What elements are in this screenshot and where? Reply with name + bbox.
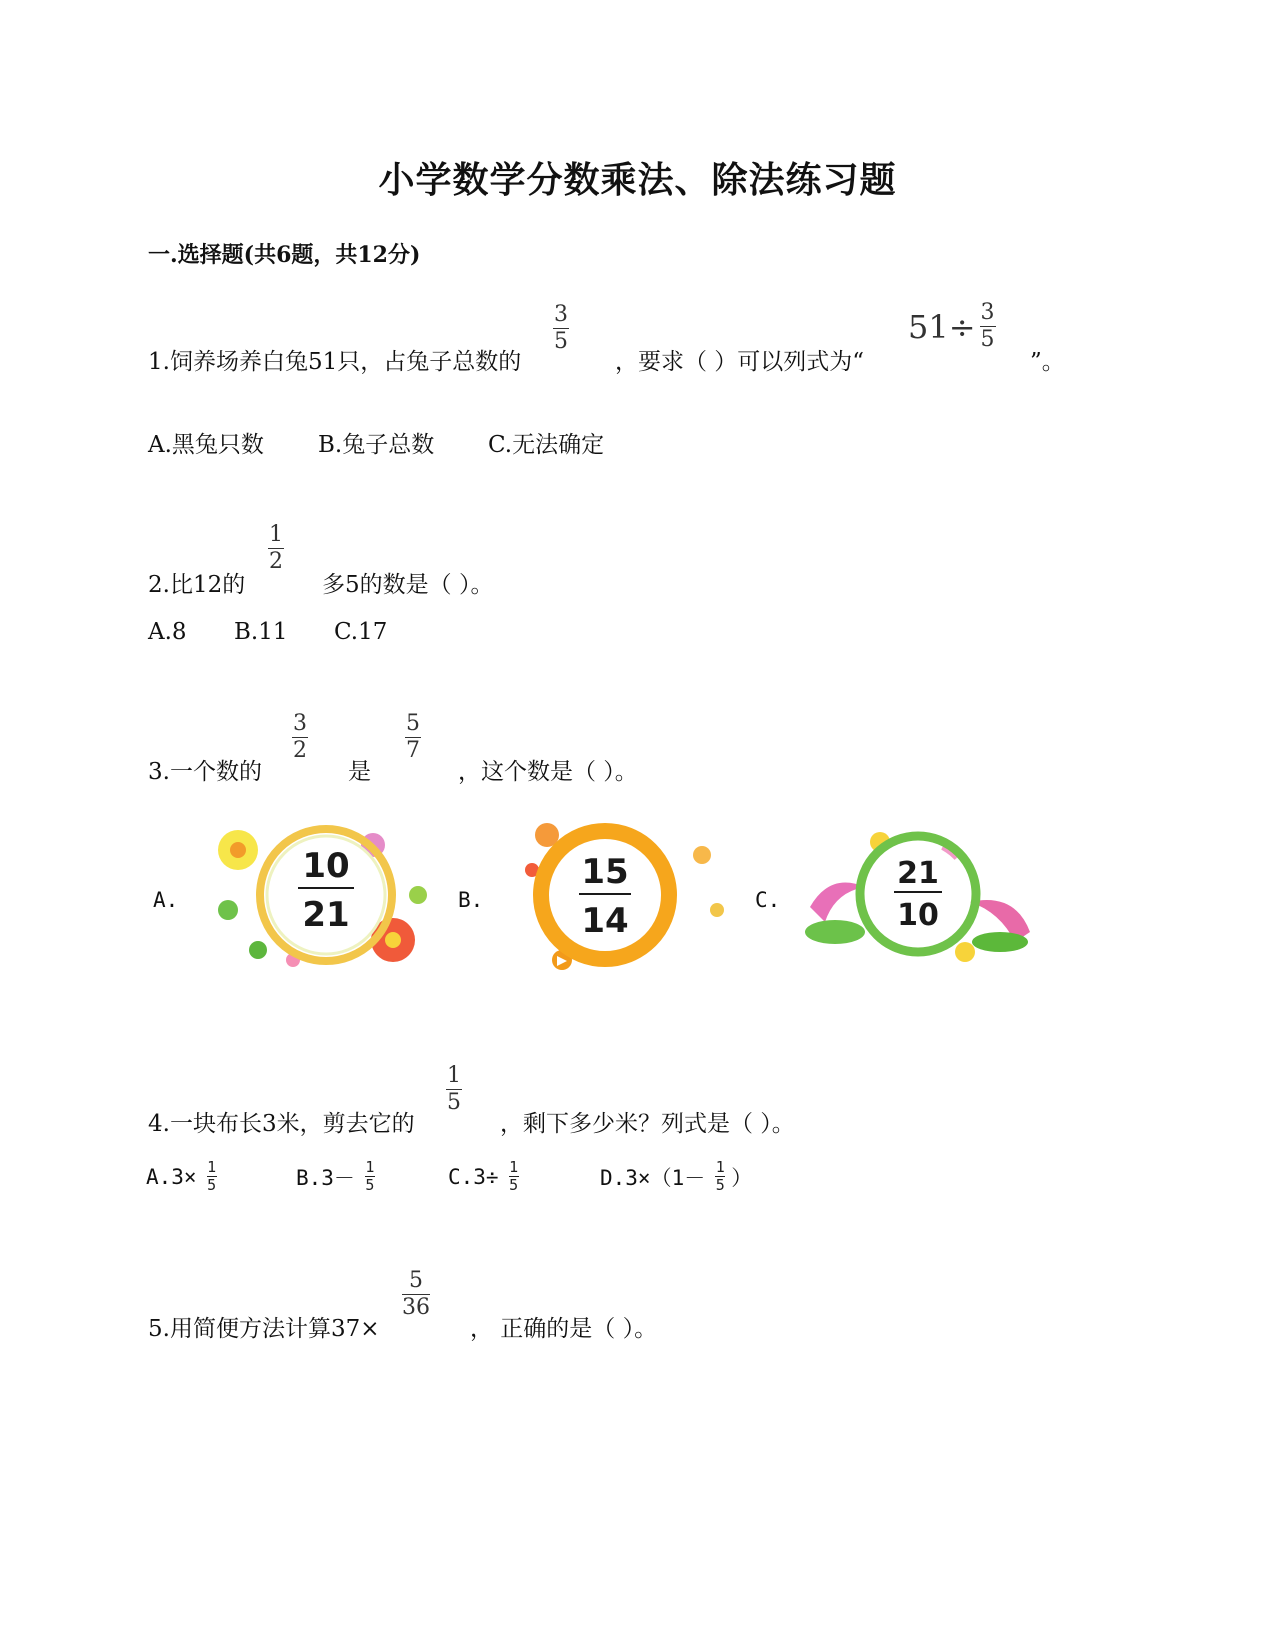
q3-middle: 是 [348,759,371,785]
q1-expr-fraction [980,302,996,351]
q3-frac2-num: 5 [406,711,420,736]
q1-prefix: 1.饲养场养白兔51只，占兔子总数的 [148,349,522,375]
q2-fraction [268,524,284,573]
q2-option-c[interactable]: C.17 [334,619,388,645]
q5-frac-num: 5 [409,1268,423,1293]
q2-prefix: 2.比12的 [148,572,246,598]
q2-suffix: 多5的数是（ ）。 [322,572,494,598]
q3-option-c-letter[interactable]: C. [755,888,781,912]
q4-option-c-fraction [509,1160,519,1193]
q4-option-a[interactable] [146,1160,217,1193]
q4-option-c-den: 5 [509,1176,519,1194]
q1-expr-num: 3 [980,300,995,325]
q4-option-a-num: 1 [207,1158,217,1176]
q4-option-b-num: 1 [365,1158,375,1176]
q3-suffix: ，这个数是（ ）。 [458,759,638,785]
q4-frac-num: 1 [447,1063,461,1088]
q3-option-a-wreath[interactable] [198,810,438,980]
q1-frac-num: 3 [554,302,568,327]
q2-frac-num: 1 [269,522,283,547]
q3-fraction-2 [405,713,421,762]
q4-fraction [446,1065,462,1114]
q3-option-c-wreath[interactable] [800,812,1040,982]
q5-prefix: 5.用简便方法计算37× [148,1316,380,1342]
q4-suffix: ，剩下多少米？列式是（ ）。 [500,1111,795,1137]
q2-frac-den: 2 [269,549,283,574]
q5-suffix: ， 正确的是（ ）。 [470,1316,658,1342]
q4-prefix: 4.一块布长3米，剪去它的 [148,1111,415,1137]
q1-fraction [553,304,569,353]
q5-fraction [402,1270,430,1319]
q4-option-a-fraction [207,1160,217,1193]
q3-option-a-letter[interactable]: A. [153,888,179,912]
q1-expression [908,302,996,351]
q3-prefix: 3.一个数的 [148,759,262,785]
q3-option-b-num: 15 [581,852,629,892]
q4-option-c-text: C.3÷ [448,1164,499,1189]
q5-frac-den: 36 [402,1295,430,1320]
q1-expr-int: 51÷ [908,307,976,346]
q3-option-a-num: 10 [302,846,350,886]
q2-option-a[interactable]: A.8 [148,619,187,645]
q3-frac1-num: 3 [293,711,307,736]
q4-option-b-fraction [365,1160,375,1193]
q1-option-b[interactable]: B.兔子总数 [318,432,435,458]
q1-option-a[interactable]: A.黑兔只数 [148,432,264,458]
q4-option-b-den: 5 [365,1176,375,1194]
page-title: 小学数学分数乘法、除法练习题 [378,159,897,201]
q1-frac-den: 5 [554,329,568,354]
q4-option-b[interactable] [296,1160,375,1193]
q3-frac1-den: 2 [293,738,307,763]
q4-option-c-num: 1 [509,1158,519,1176]
q3-option-b-wreath[interactable] [502,810,742,980]
q4-option-d-after: ） [731,1165,753,1190]
q4-option-d-num: 1 [715,1158,725,1176]
q4-option-a-text: A.3× [146,1164,197,1189]
q4-option-d-text: D.3×（1－ [600,1165,706,1190]
q3-fraction-1 [292,713,308,762]
q3-option-b-den: 14 [581,901,629,941]
q1-suffix: ”。 [1030,349,1065,375]
q4-option-b-text: B.3－ [296,1165,355,1190]
q2-option-b[interactable]: B.11 [234,619,288,645]
q1-expr-den: 5 [980,327,995,352]
q4-option-c[interactable] [448,1160,519,1193]
q3-option-b-letter[interactable]: B. [458,888,484,912]
q4-frac-den: 5 [447,1090,461,1115]
q3-option-c-num: 21 [897,856,939,891]
q4-option-d-fraction [715,1160,725,1193]
q4-option-d-den: 5 [715,1176,725,1194]
q4-option-a-den: 5 [207,1176,217,1194]
q3-option-c-den: 10 [897,898,939,933]
q4-option-d[interactable] [600,1160,752,1193]
q3-option-a-den: 21 [302,895,350,935]
q3-frac2-den: 7 [406,738,420,763]
q1-option-c[interactable]: C.无法确定 [488,432,605,458]
section-heading: 一.选择题(共6题，共12分) [148,242,421,268]
q1-middle: ，要求（ ）可以列式为“ [615,349,865,375]
